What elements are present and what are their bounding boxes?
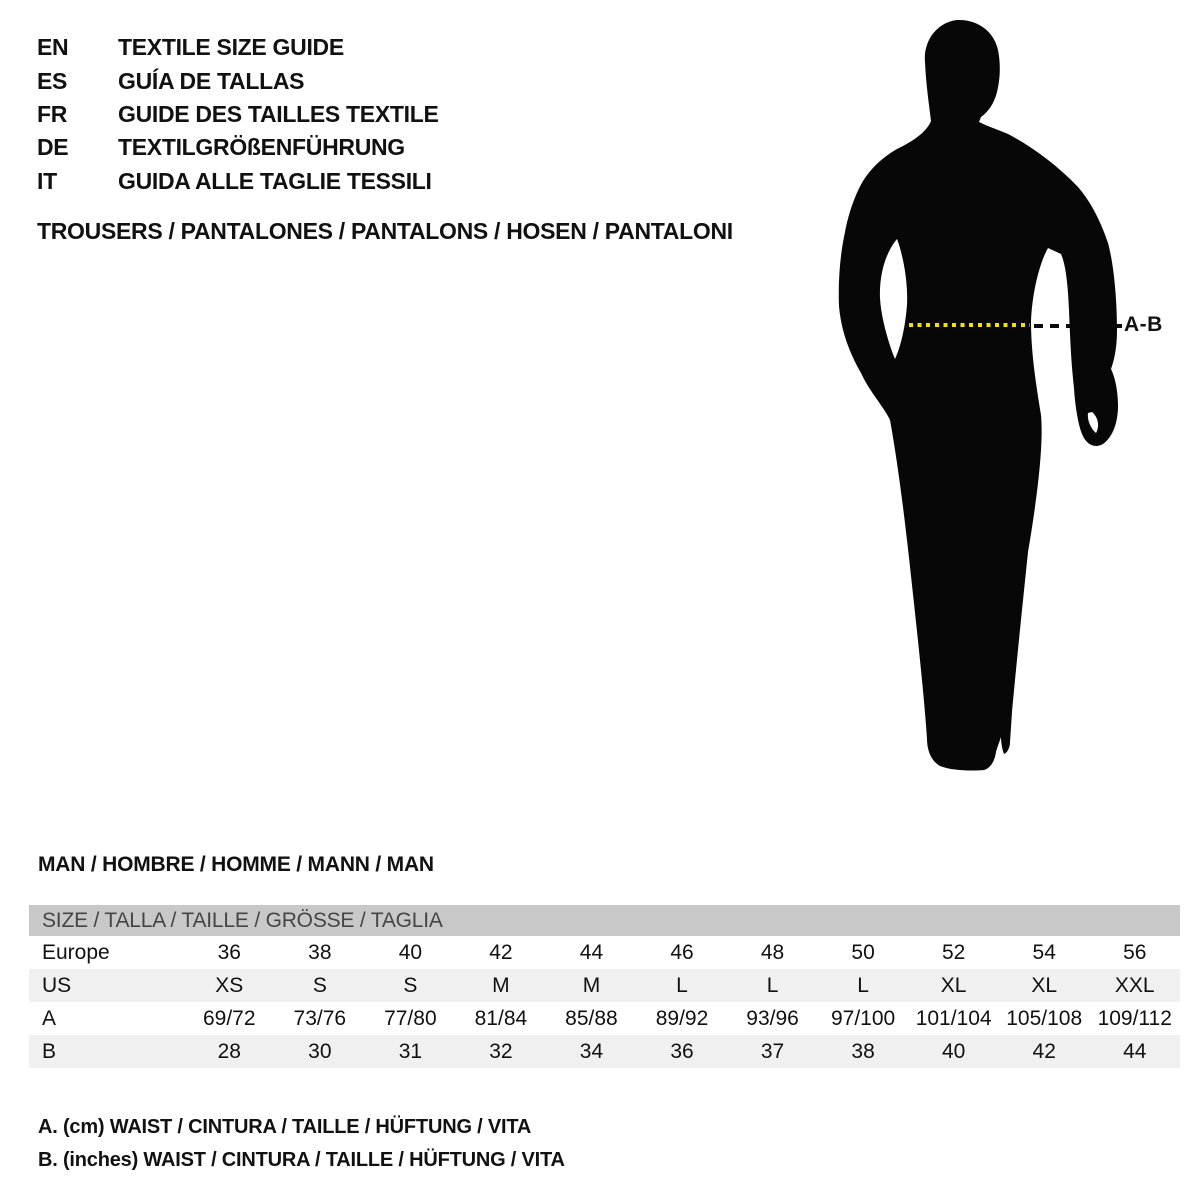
waist-dotted-line [909, 323, 1030, 327]
size-table [29, 905, 1180, 1068]
table-row-europe [29, 936, 1180, 969]
language-title: TEXTILGRÖßENFÜHRUNG [118, 134, 405, 161]
size-cell: 97/100 [830, 1006, 896, 1030]
size-cell: 81/84 [474, 1006, 528, 1030]
language-code: IT [37, 167, 57, 194]
size-cell: 40 [398, 940, 423, 964]
waist-line-label: A-B [1124, 313, 1163, 336]
size-cell: 36 [217, 940, 241, 964]
size-cell: 85/88 [565, 1006, 618, 1030]
size-cell: 105/108 [1006, 1006, 1083, 1030]
size-cell: XL [940, 973, 967, 997]
size-cell: 73/76 [293, 1006, 347, 1030]
size-cell: 42 [1032, 1039, 1056, 1063]
size-cell: 109/112 [1097, 1006, 1172, 1030]
size-cell: 69/72 [202, 1006, 256, 1030]
size-cell: 44 [579, 940, 604, 964]
size-cell: 52 [941, 940, 966, 964]
language-code: EN [37, 34, 69, 61]
size-cell: 50 [851, 940, 875, 964]
language-code: DE [37, 134, 69, 161]
size-cell: 36 [670, 1039, 694, 1063]
size-cell: 31 [398, 1039, 423, 1063]
size-cell: 93/96 [746, 1006, 799, 1030]
gender-section-title: MAN / HOMBRE / HOMME / MANN / MAN [38, 853, 434, 876]
size-cell: 54 [1032, 940, 1056, 964]
size-cell: M [582, 973, 601, 997]
size-cell: XXL [1114, 973, 1155, 997]
product-category-title: TROUSERS / PANTALONES / PANTALONS / HOSEN / PANTALONI [37, 218, 733, 244]
table-row-us [29, 969, 1180, 1002]
size-cell: XS [215, 973, 244, 997]
size-cell: 42 [489, 940, 513, 964]
size-cell: 38 [308, 940, 332, 964]
size-cell: M [492, 973, 510, 997]
size-cell: L [857, 973, 869, 997]
size-cell: 30 [308, 1039, 332, 1063]
row-label: B [42, 1039, 57, 1063]
size-cell: 28 [217, 1039, 241, 1063]
note-a: A. (cm) WAIST / CINTURA / TAILLE / HÜFTUNG / VITA [38, 1116, 532, 1138]
size-cell: 37 [760, 1039, 785, 1063]
measurement-notes [38, 1111, 565, 1177]
size-cell: 32 [489, 1039, 513, 1063]
size-cell: 77/80 [384, 1006, 437, 1030]
size-cell: 38 [851, 1039, 875, 1063]
man-silhouette [820, 0, 1200, 800]
size-cell: 40 [941, 1039, 966, 1063]
size-cell: 101/104 [915, 1006, 992, 1030]
size-cell: 34 [579, 1039, 604, 1063]
size-cell: S [312, 973, 327, 997]
size-cell: 46 [670, 940, 694, 964]
row-label: A [42, 1006, 57, 1030]
language-title: GUÍA DE TALLAS [118, 67, 305, 94]
size-cell: S [403, 973, 418, 997]
size-cell: 56 [1123, 940, 1147, 964]
language-code: FR [37, 100, 68, 127]
man-silhouette-body [839, 20, 1118, 771]
language-title: TEXTILE SIZE GUIDE [118, 34, 344, 61]
size-cell: XL [1031, 973, 1058, 997]
size-cell: L [676, 973, 688, 997]
language-title: GUIDE DES TAILLES TEXTILE [118, 100, 439, 127]
size-cell: 48 [760, 940, 785, 964]
table-row-a-cm [29, 1002, 1180, 1035]
table-row-b-inches [29, 1035, 1180, 1068]
size-cell: L [766, 973, 779, 997]
size-table-header: SIZE / TALLA / TAILLE / GRÖSSE / TAGLIA [29, 905, 1180, 936]
row-label: Europe [42, 940, 110, 964]
size-cell: 44 [1123, 1039, 1147, 1063]
size-cell: 89/92 [655, 1006, 709, 1030]
language-code: ES [37, 67, 68, 94]
row-label: US [42, 973, 72, 997]
language-title: GUIDA ALLE TAGLIE TESSILI [118, 167, 432, 194]
note-b: B. (inches) WAIST / CINTURA / TAILLE / HÜFTUNG / VITA [38, 1149, 565, 1171]
